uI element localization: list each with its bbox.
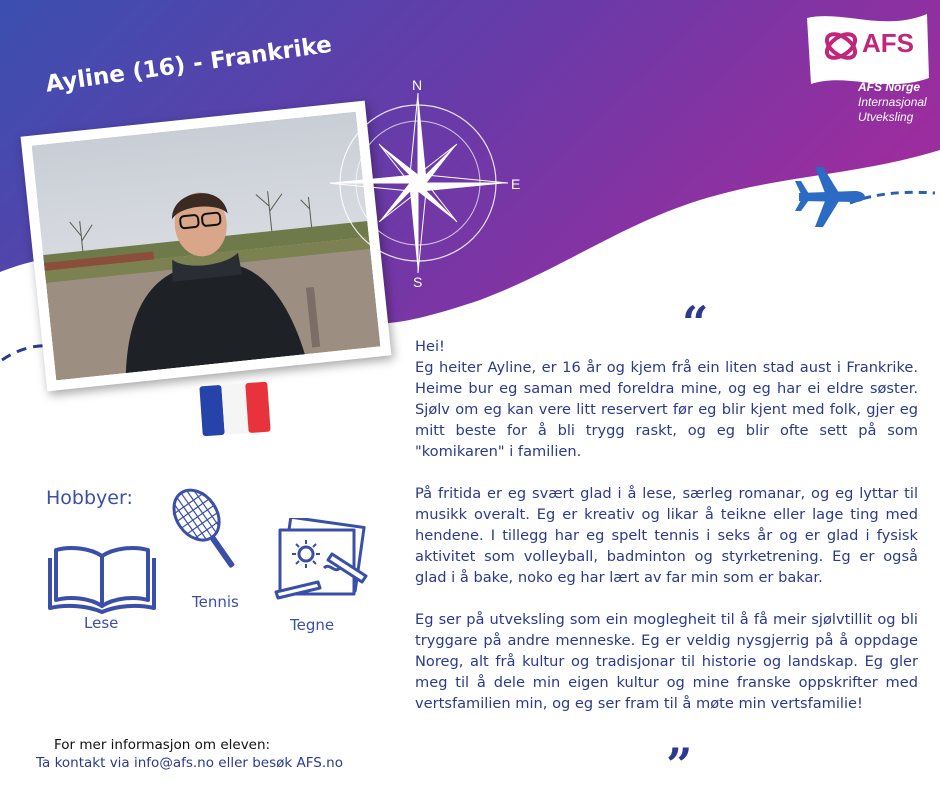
open-quote-icon: “	[682, 296, 709, 350]
hobby-label-draw: Tegne	[290, 616, 335, 634]
compass-north-label: N	[412, 77, 423, 93]
afs-tagline-line2: Utveksling	[858, 110, 914, 124]
compass-south-label: S	[413, 274, 423, 290]
letter-paragraph: Eg heiter Ayline, er 16 år og kjem frå ein liten stad aust i Frankrike. Heime bur eg saman med foreldra mine, og eg har ei eldre søster. Sjølv om eg kan vere litt reservert før eg blir kjent med folk, gjer eg mitt beste for å bli trygg raskt, og eg blir ofte sett på som "komikaren" i familien.	[415, 359, 918, 460]
close-quote-icon: ”	[666, 738, 693, 788]
compass-rose-icon	[330, 80, 510, 290]
tennis-racket-icon	[170, 484, 248, 584]
compass-east-label: E	[511, 176, 521, 192]
letter-paragraph: Eg ser på utveksling som ein moglegheit til å få meir sjølvtillit og bli tryggare på andre menneske. Eg er veldig nysgjerrig på å oppdage Noreg, alt frå kultur og tradisjonar til historie og landskap. Eg gler meg til å dele min eigen kultur og mine franske oppskrifter med vertsfamilien min, og eg ser fram til å møte min vertsfamilie!	[415, 611, 918, 712]
letter-paragraph: På fritida er eg svært glad i å lese, særleg romanar, og eg lyttar til musikk overalt. Eg er kreativ og likar å teikne eller lage ting med hendene. I tillegg har eg spelt tennis i seks år og er glad i fysisk aktivitet som volleyball, badminton og styrketrening. Eg er også glad i å bake, noko eg har lært av far min som er bakar.	[415, 485, 918, 586]
book-icon	[46, 542, 158, 614]
hobby-label-tennis: Tennis	[192, 593, 239, 611]
letter-text	[415, 336, 918, 735]
france-flag-icon	[197, 380, 273, 438]
letter-greeting: Hei!	[415, 338, 445, 355]
hobbies-title: Hobbyer:	[46, 487, 133, 509]
info-title: For mer informasjon om eleven:	[54, 737, 271, 753]
student-photo	[32, 112, 381, 381]
drawing-icon	[272, 518, 372, 608]
contact-info[interactable]: Ta kontakt via info@afs.no eller besøk AFS.no	[36, 755, 343, 771]
afs-org-name: AFS Norge	[858, 80, 921, 94]
afs-tagline-line1: Internasjonal	[858, 95, 927, 109]
page-title: Ayline (16) - Frankrike	[44, 31, 334, 98]
afs-logo-text: AFS	[862, 28, 914, 58]
hobby-label-read: Lese	[84, 614, 119, 632]
airplane-icon	[795, 163, 940, 233]
